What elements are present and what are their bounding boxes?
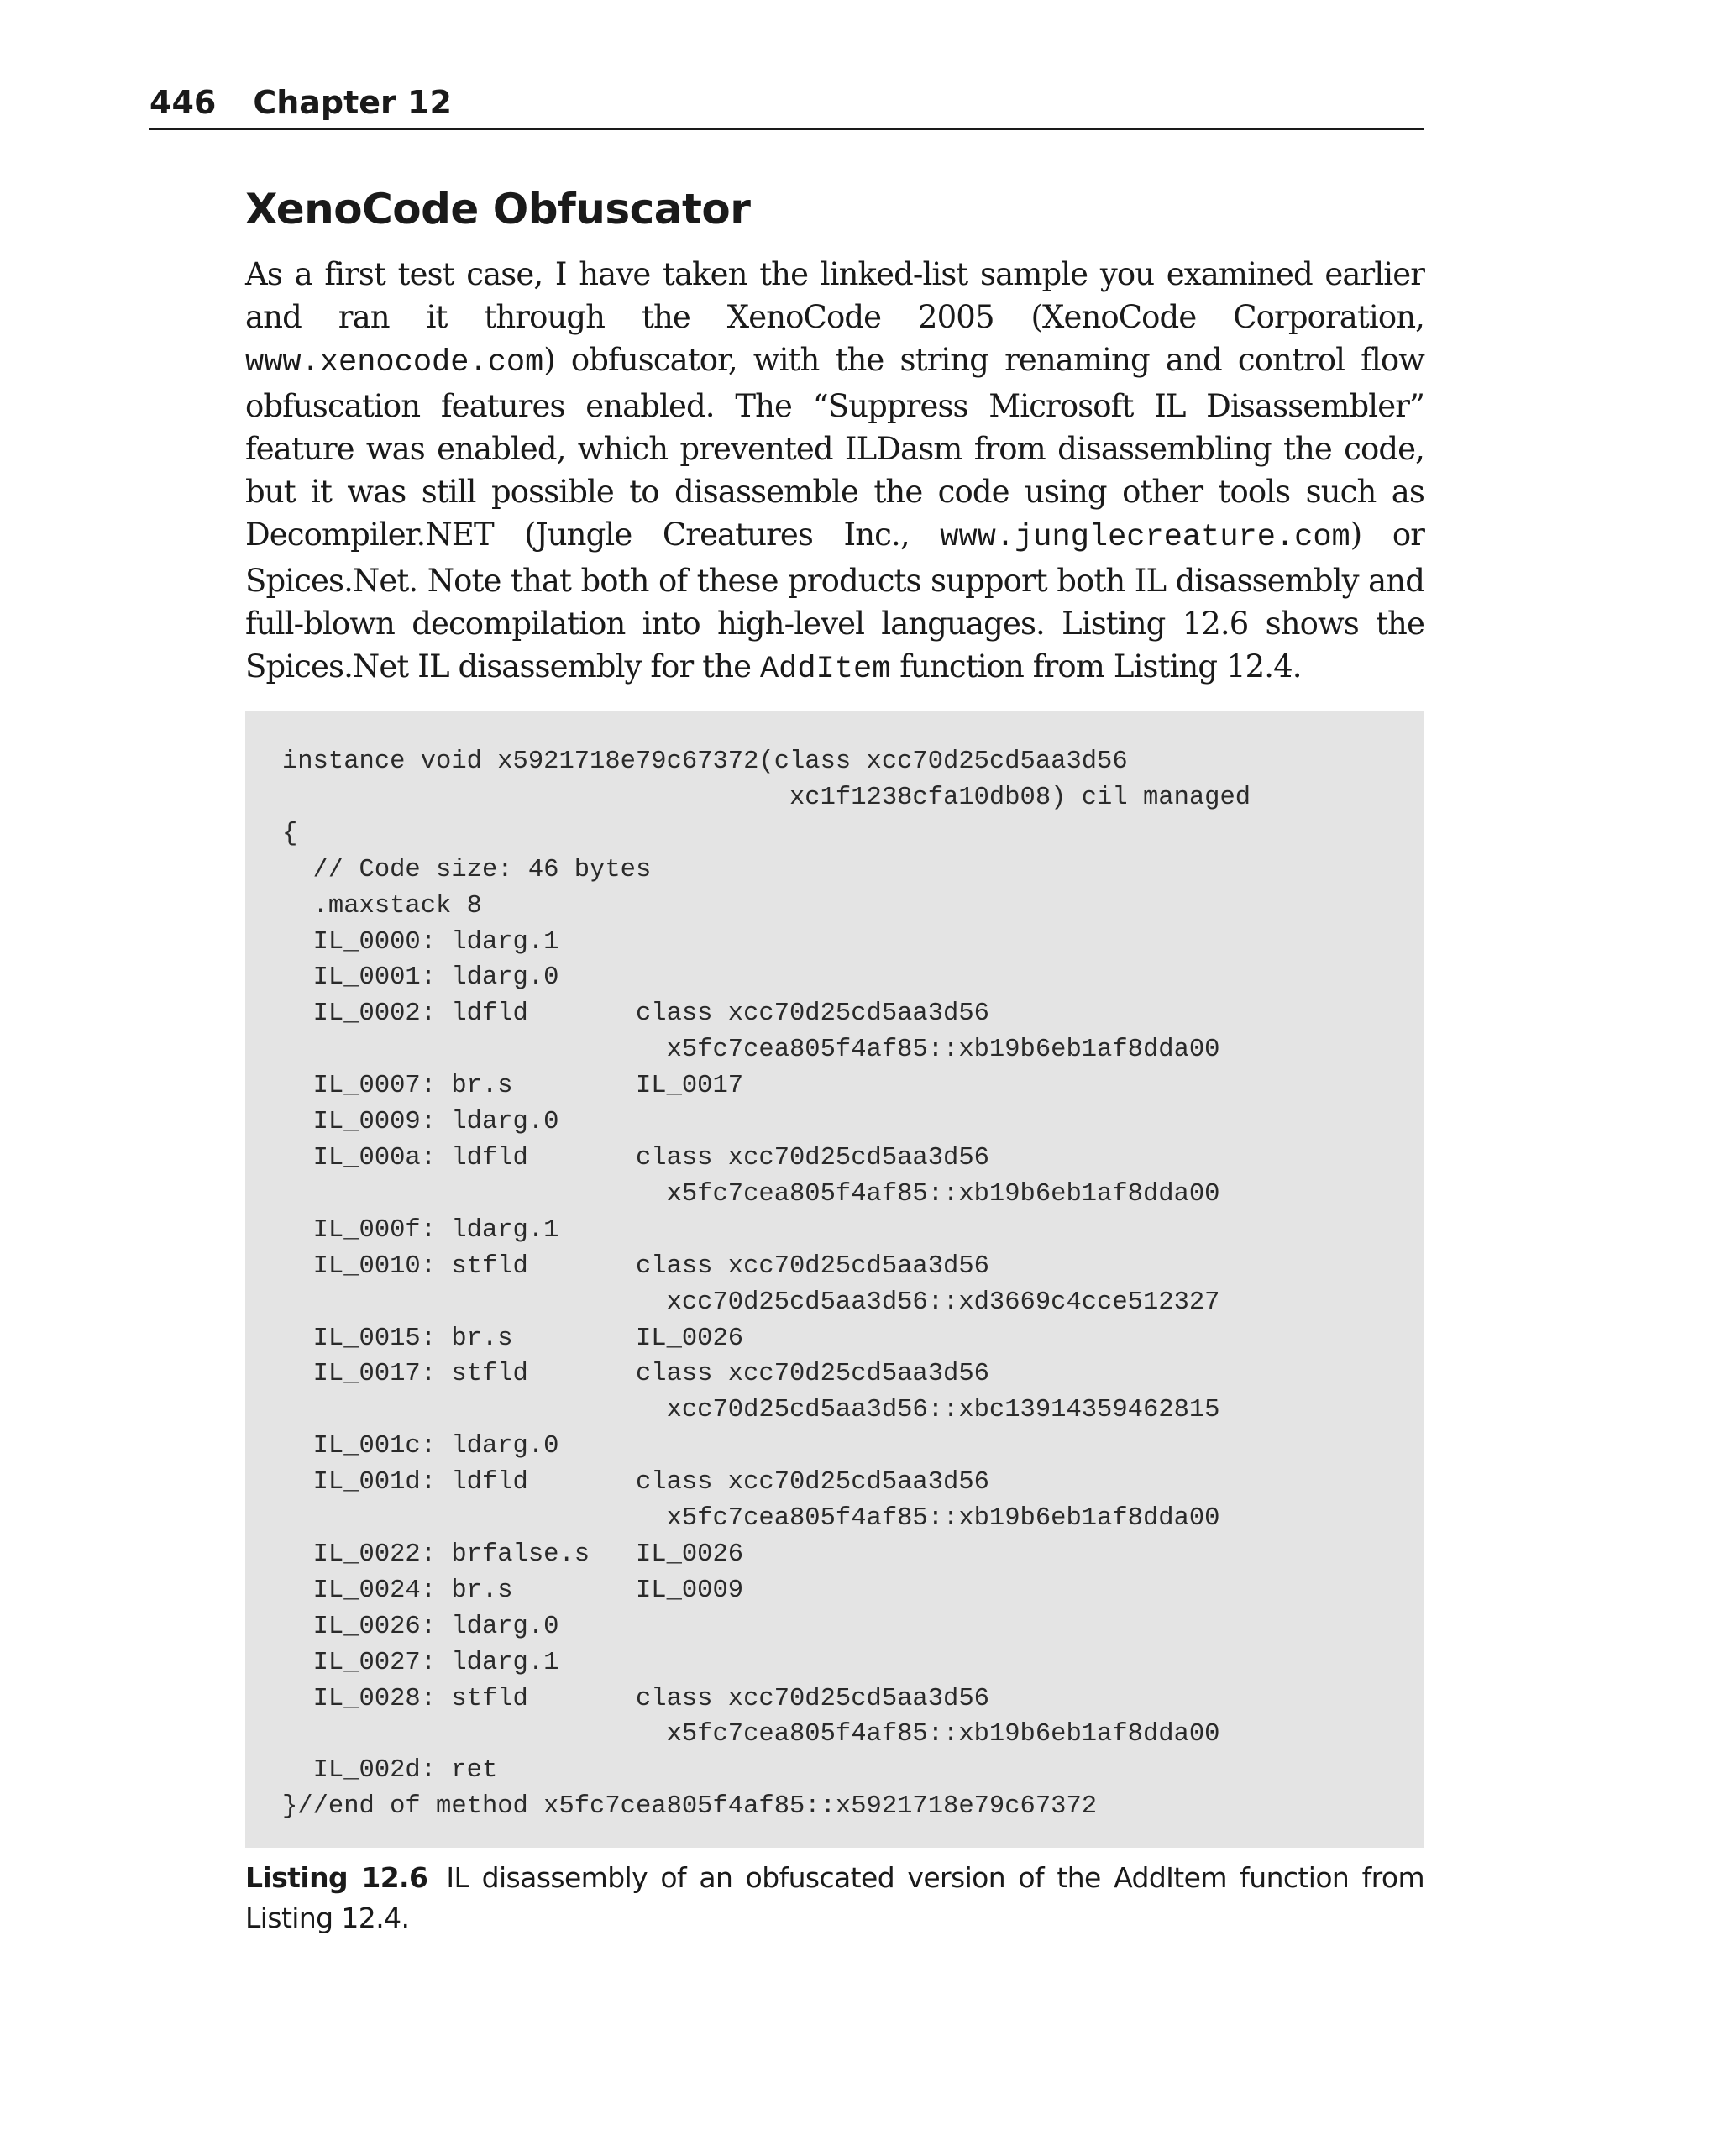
listing-caption: [245, 1858, 1424, 1938]
caption-label: Listing 12.6: [245, 1861, 428, 1894]
paragraph-text-4: function from Listing 12.4.: [890, 648, 1302, 685]
chapter-label: Chapter 12: [253, 84, 452, 121]
running-head: [149, 81, 1424, 130]
paragraph-text-1: As a first test case, I have taken the linked-list sample you examined earlier and ran it through the XenoCode 2005 (XenoCode Corporation,: [245, 256, 1424, 335]
url-junglecreature: www.junglecreature.com: [940, 520, 1350, 555]
page-number: 446: [149, 84, 217, 121]
code-term-additem: AddItem: [759, 652, 891, 687]
url-xenocode: www.xenocode.com: [245, 345, 544, 380]
listing-code: instance void x5921718e79c67372(class xcc70d25cd5aa3d56 xc1f1238cfa10db08) cil managed { // Code size: 46 bytes .maxstack 8 IL_0000: ldarg.1 IL_0001: ldarg.0 IL_0002: ldfld class xcc70d25cd5aa3d56 x5fc7cea805f4af85::xb19b6eb1af8dda00 IL_0007: br.s IL_0017 IL_0009: ldarg.0 IL_000a: ldfld class xcc70d25cd5aa3d56 x5fc7cea805f4af85::xb19b6eb1af8dda00 IL_000f: ldarg.1 IL_0010: stfld class xcc70d25cd5aa3d56 xcc70d25cd5aa3d56::xd3669c4cce512327 IL_0015: br.s IL_0026 IL_0017: stfld class xcc70d25cd5aa3d56 xcc70d25cd5aa3d56::xbc13914359462815 IL_001c: ldarg.0 IL_001d: ldfld class xcc70d25cd5aa3d56 x5fc7cea805f4af85::xb19b6eb1af8dda00 IL_0022: brfalse.s IL_0026 IL_0024: br.s IL_0009 IL_0026: ldarg.0 IL_0027: ldarg.1 IL_0028: stfld class xcc70d25cd5aa3d56 x5fc7cea805f4af85::xb19b6eb1af8dda00 IL_002d: ret }//end of method x5fc7cea805f4af85::x5921718e79c67372: [282, 748, 1251, 1822]
section-title: XenoCode Obfuscator: [245, 185, 751, 233]
caption-text: IL disassembly of an obfuscated version of the AddItem function from Listing 12.4.: [245, 1861, 1424, 1934]
paragraph-text-2: ) obfuscator, with the string renaming and control flow obfuscation features enabled. The “Suppress Microsoft IL Disassembler” feature was enabled, which prevented ILDasm from disassembling the code, but it was still possible to disassemble the code using other tools such as Decompiler.NET (Jungle Creatures Inc.,: [245, 342, 1424, 553]
paragraph-text-3: ) or Spices.Net. Note that both of these products support both IL disassembly and full-blown decompilation into high-level languages. Listing 12.6 shows the Spices.Net IL disassembly for the: [245, 517, 1424, 685]
body-paragraph: [245, 253, 1424, 691]
code-listing: [245, 711, 1424, 1848]
